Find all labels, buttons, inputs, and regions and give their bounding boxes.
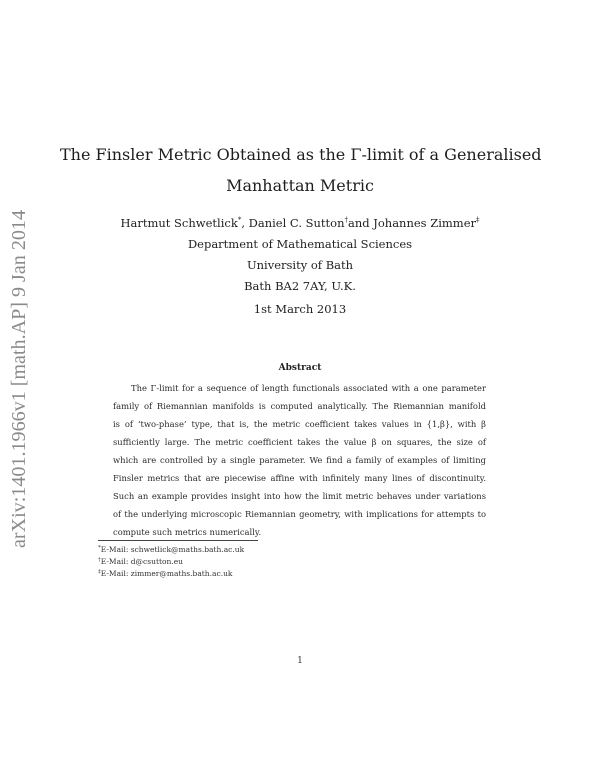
footnote bbox=[98, 569, 232, 579]
footnote-mark: † bbox=[98, 557, 101, 563]
abstract-line: of the underlying microscopic Riemannian geometry, with implications for attempts to bbox=[113, 509, 486, 519]
footnote-divider bbox=[98, 540, 258, 541]
arxiv-identifier-stamp bbox=[2, 208, 34, 550]
author-name: Hartmut Schwetlick bbox=[120, 216, 238, 230]
footnote-text: E-Mail: zimmer@maths.bath.ac.uk bbox=[100, 569, 233, 578]
author-list bbox=[60, 216, 540, 230]
paper-title-line-1: The Finsler Metric Obtained as the Γ-limit of a Generalised bbox=[60, 145, 542, 164]
abstract-line: family of Riemannian manifolds is computed analytically. The Riemannian manifold bbox=[113, 401, 486, 411]
abstract-line: compute such metrics numerically. bbox=[113, 527, 262, 537]
footnote-mark: † bbox=[344, 216, 348, 224]
publication-date: 1st March 2013 bbox=[253, 302, 347, 316]
abstract-line: sufficiently large. The metric coefficient takes the value β on squares, the size of bbox=[113, 437, 486, 447]
abstract-line: The Γ-limit for a sequence of length functionals associated with a one parameter bbox=[131, 383, 486, 393]
author-name: and Johannes Zimmer bbox=[347, 216, 477, 230]
page-number: 1 bbox=[297, 656, 303, 666]
paper-title-line-2: Manhattan Metric bbox=[226, 176, 374, 195]
department: Department of Mathematical Sciences bbox=[187, 237, 413, 251]
arxiv-identifier-text: arXiv:1401.1966v1 [math.AP] 9 Jan 2014 bbox=[9, 219, 30, 548]
abstract-line: is of ‘two-phase’ type, that is, the metric coefficient takes values in {1,β}, with β bbox=[113, 419, 486, 429]
abstract-line: Such an example provides insight into how the limit metric behaves under variations bbox=[113, 491, 486, 501]
author-name: , Daniel C. Sutton bbox=[241, 216, 345, 230]
footnote-mark: * bbox=[98, 545, 101, 551]
abstract-line: which are controlled by a single parameter. We find a family of examples of limiting bbox=[113, 455, 486, 465]
footnote-text: E-Mail: d@csutton.eu bbox=[100, 557, 183, 566]
footnote-mark: ‡ bbox=[476, 216, 480, 224]
abstract-heading: Abstract bbox=[278, 363, 322, 373]
footnote bbox=[98, 557, 183, 567]
abstract-line: Finsler metrics that are piecewise affine with infinitely many lines of discontinuity. bbox=[113, 473, 486, 483]
university: University of Bath bbox=[246, 258, 354, 272]
footnote-text: E-Mail: schwetlick@maths.bath.ac.uk bbox=[100, 545, 245, 554]
footnote bbox=[98, 545, 244, 555]
footnote-mark: ‡ bbox=[98, 569, 101, 575]
footnote-mark: * bbox=[237, 216, 242, 224]
address: Bath BA2 7AY, U.K. bbox=[244, 279, 356, 293]
